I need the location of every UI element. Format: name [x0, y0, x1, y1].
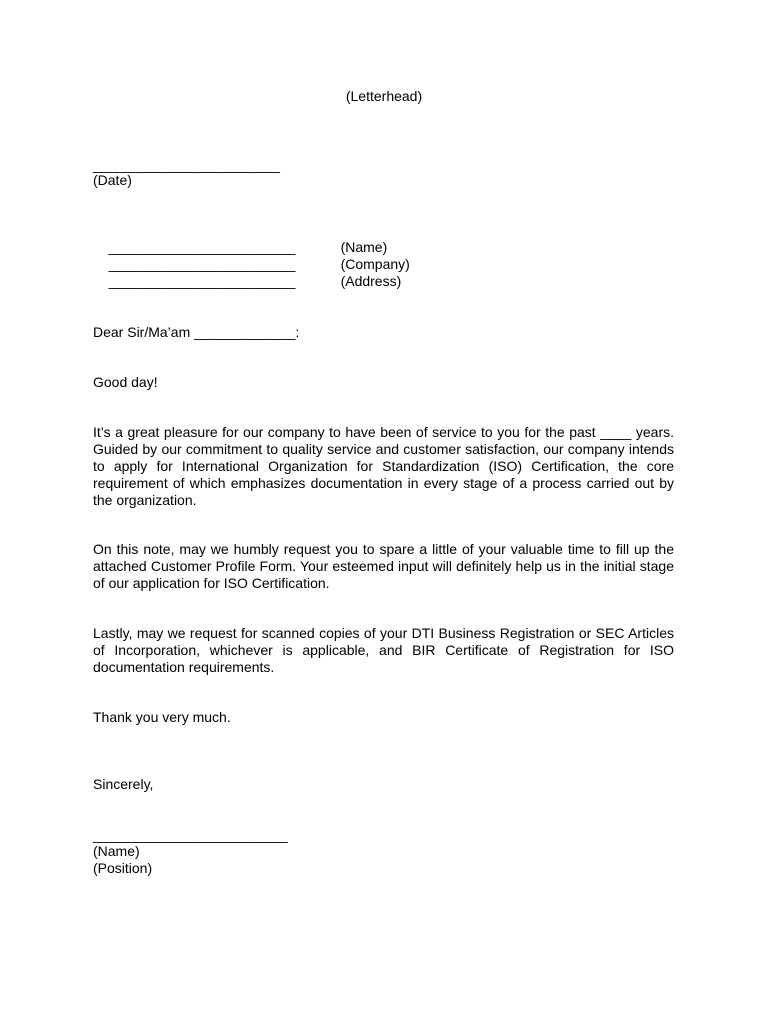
signature-position: (Position) [93, 860, 153, 876]
body-paragraph-3: Lastly, may we request for scanned copies of your DTI Business Registration or SEC Articles of Incorporation, whichever is applicable, and BIR Certificate of Registration for ISO documentation requirements. [93, 625, 674, 675]
recipient-name-label: (Name) [340, 239, 388, 255]
signature-name: (Name) [93, 843, 140, 859]
recipient-address-blank: ________________________ [108, 273, 296, 289]
closing: Sincerely, [93, 776, 154, 792]
recipient-name-blank: ________________________ [108, 239, 296, 255]
salutation: Dear Sir/Ma’am _____________: [93, 324, 300, 340]
signature-blank: _________________________ [93, 827, 288, 843]
body-paragraph-1: It’s a great pleasure for our company to have been of service to you for the past ____ years. Guided by our commitment to quality service and customer satisfaction, our company intends to apply for International Organization for Standardization (ISO) Certification, the core requirement of which emphasizes documentation in every stage of a process carried out by the organization. [93, 424, 674, 508]
recipient-company-blank: ________________________ [108, 256, 296, 272]
thanks-line: Thank you very much. [93, 709, 231, 725]
body-paragraph-2: On this note, may we humbly request you to spare a little of your valuable time to fill up the attached Customer Profile Form. Your esteemed input will definitely help us in the initial stage of our application for ISO Certification. [93, 541, 674, 591]
recipient-address-row [93, 256, 401, 307]
date-label: (Date) [93, 172, 132, 188]
date-blank: ________________________ [93, 157, 280, 173]
letterhead: (Letterhead) [345, 88, 423, 104]
recipient-address-label: (Address) [340, 273, 402, 289]
greeting: Good day! [93, 374, 158, 390]
recipient-company-label: (Company) [340, 256, 410, 272]
